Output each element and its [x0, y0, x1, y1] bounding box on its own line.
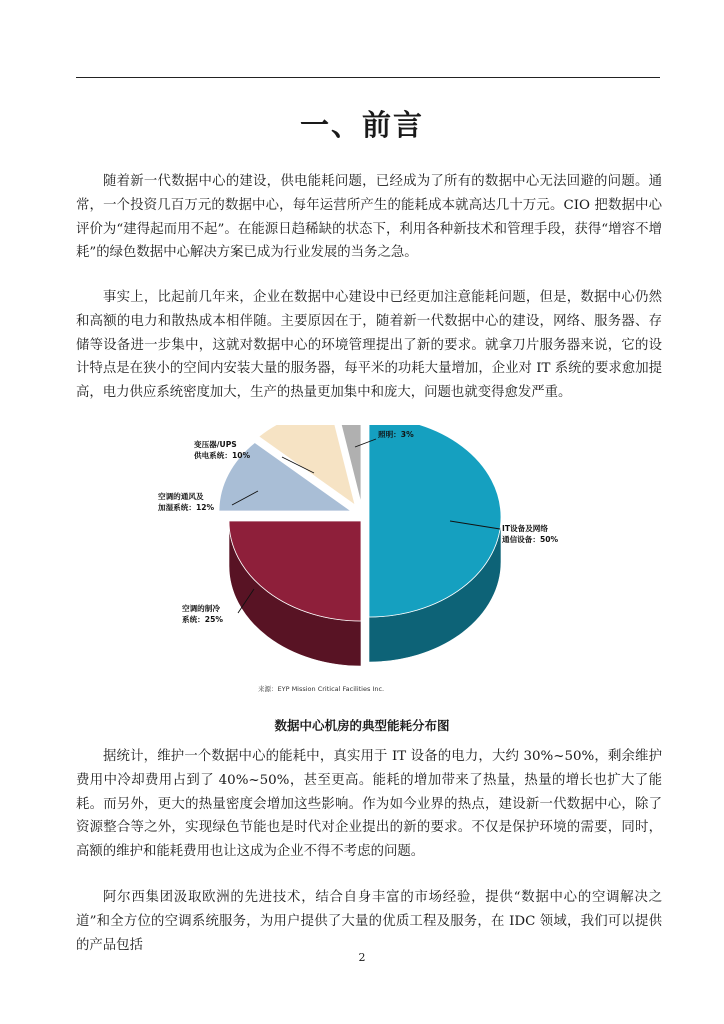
pie-label-1-1: 系统：25%: [182, 615, 223, 624]
pie-label-2-0: 空调的通风及: [158, 492, 204, 501]
paragraph-intro: 随着新一代数据中心的建设，供电能耗问题，已经成为了所有的数据中心无法回避的问题。通常，一个投资几百万元的数据中心，每年运营所产生的能耗成本就高达几十万元。CIO 把数据中心评价为“建得起而用不起”。在能源日趋稀缺的状态下，利用各种新技术和管理手段，获得“增容不增耗”的绿色数据中心解决方案已成为行业发展的当务之急。: [76, 174, 662, 261]
page-title: 一、前言: [299, 108, 424, 142]
pie-label-4-0: 照明：3%: [378, 430, 414, 439]
paragraph-facts: 事实上，比起前几年来，企业在数据中心建设中已经更加注意能耗问题，但是，数据中心仍然和高额的电力和散热成本相伴随。主要原因在于，随着新一代数据中心的建设，网络、服务器、存储等设备进一步集中，这就对数据中心的环境管理提出了新的要求。就拿刀片服务器来说，它的设计特点是在狭小的空间内安装大量的服务器，每平米的功耗大量增加，企业对 IT 系统的要求愈加提高，电力供应系统密度加大，生产的热量更加集中和庞大，问题也就变得愈发严重。: [76, 290, 662, 401]
pie-label-1-0: 空调的制冷: [182, 604, 220, 613]
header-rule: [76, 77, 660, 78]
pie-label-3-0: 变压器/UPS: [194, 440, 237, 449]
pie-label-0-1: 通信设备：50%: [502, 535, 559, 544]
paragraph-company: 阿尔西集团汲取欧洲的先进技术，结合自身丰富的市场经验，提供“数据中心的空调解决之道”和全方位的空调系统服务，为用户提供了大量的优质工程及服务，在 IDC 领域，我们可以提供的产品包括: [76, 890, 662, 953]
chart-source-note: 来源：EYP Mission Critical Facilities Inc.: [258, 685, 385, 693]
pie-label-2-1: 加湿系统：12%: [158, 503, 215, 512]
page-number: 2: [358, 951, 366, 964]
energy-pie-chart: [150, 425, 590, 705]
paragraph-statistics: 据统计，维护一个数据中心的能耗中，真实用于 IT 设备的电力，大约 30%~50%，剩余维护费用中冷却费用占到了 40%~50%，甚至更高。能耗的增加带来了热量，热量的增长也扩大了能耗。而另外，更大的热量密度会增加这些影响。作为如今业界的热点，建设新一代数据中心，除了资源整合等之外，实现绿色节能也是时代对企业提出的新的要求。不仅是保护环境的需要，同时，高额的维护和能耗费用也让这成为企业不得不考虑的问题。: [76, 749, 662, 860]
pie-label-0-0: IT设备及网络: [502, 524, 548, 533]
pie-label-3-1: 供电系统：10%: [194, 451, 251, 460]
chart-caption: 数据中心机房的典型能耗分布图: [274, 718, 450, 733]
